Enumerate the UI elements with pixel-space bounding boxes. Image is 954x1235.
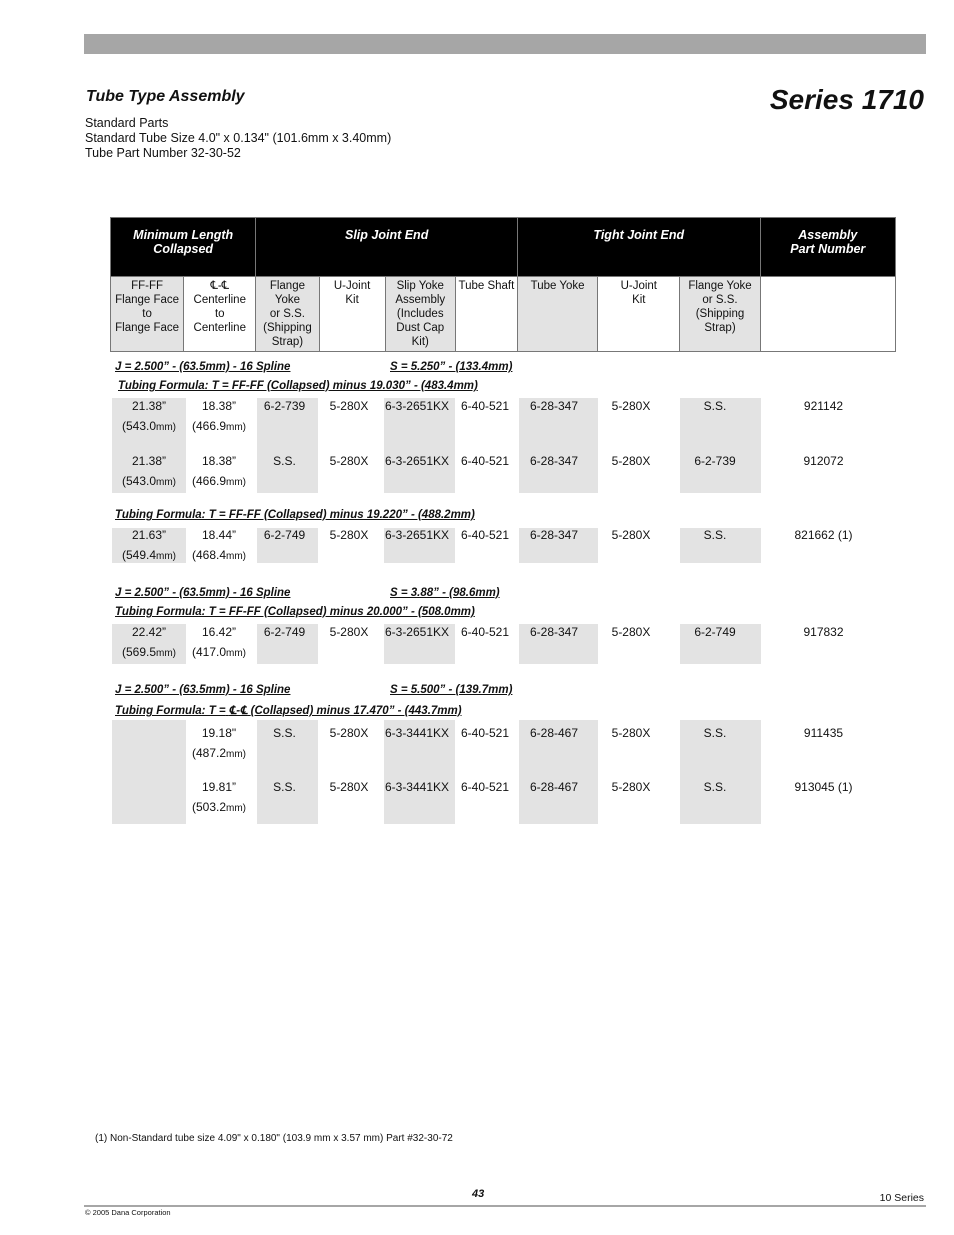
ff-ff-value: 21.38” (543.0mm) (121, 454, 177, 488)
col-flange-yoke-slip: Flange Yoke or S.S. (Shipping Strap) (256, 277, 319, 352)
flange-yoke-slip: S.S. (273, 726, 296, 740)
group-slip-joint: Slip Joint End (256, 218, 518, 277)
ff-ff-value: 21.38” (543.0mm) (121, 399, 177, 433)
series-footer: 10 Series (879, 1192, 924, 1204)
tube-yoke: 6-28-347 (529, 625, 579, 639)
assembly-part-number: 912072 (803, 454, 844, 468)
col-tube-shaft: Tube Shaft (455, 277, 517, 352)
s-spec: S = 3.88” - (98.6mm) (390, 587, 500, 599)
slip-yoke: 6-3-2651KX (384, 399, 450, 413)
col-cl-cl: ℄-℄ Centerline to Centerline (184, 277, 256, 352)
col-tube-yoke: Tube Yoke (518, 277, 598, 352)
col-ff-ff: FF-FF Flange Face to Flange Face (111, 277, 184, 352)
slip-yoke: 6-3-2651KX (384, 625, 450, 639)
assembly-part-number: 821662 (1) (794, 528, 853, 542)
footnote: (1) Non-Standard tube size 4.09" x 0.180" (103.9 mm x 3.57 mm) Part #32-30-72 (95, 1133, 453, 1144)
ff-ff-value: 21.63” (549.4mm) (121, 528, 177, 562)
col-assembly-number (760, 277, 895, 352)
top-rule (84, 34, 926, 54)
tube-yoke: 6-28-347 (529, 399, 579, 413)
info-line: Standard Tube Size 4.0" x 0.134" (101.6mm x 3.40mm) (85, 131, 392, 145)
flange-yoke-slip: S.S. (273, 780, 296, 794)
flange-yoke-slip: 6-2-749 (263, 528, 306, 542)
flange-yoke-tight: S.S. (703, 528, 727, 542)
ujoint-slip: 5-280X (329, 454, 369, 468)
copyright: © 2005 Dana Corporation (85, 1208, 171, 1217)
ujoint-slip: 5-280X (329, 399, 369, 413)
flange-yoke-tight: S.S. (703, 726, 727, 740)
col-ujoint-tight: U-Joint Kit (598, 277, 680, 352)
tubing-formula: Tubing Formula: T = FF-FF (Collapsed) minus 19.220” - (488.2mm) (115, 509, 475, 521)
tube-shaft: 6-40-521 (460, 780, 510, 794)
s-spec: S = 5.500” - (139.7mm) (390, 684, 513, 696)
group-tight-joint: Tight Joint End (518, 218, 761, 277)
flange-yoke-tight: S.S. (703, 399, 727, 413)
cl-cl-value: 18.44” (468.4mm) (191, 528, 247, 562)
cl-cl-value: 19.18" (487.2mm) (191, 726, 247, 760)
tube-shaft: 6-40-521 (460, 625, 510, 639)
ujoint-slip: 5-280X (329, 625, 369, 639)
tube-shaft: 6-40-521 (460, 454, 510, 468)
section-title: Tube Type Assembly (86, 88, 245, 105)
bottom-rule (84, 1205, 926, 1207)
spline-spec: J = 2.500” - (63.5mm) - 16 Spline (115, 684, 291, 696)
info-line: Tube Part Number 32-30-52 (85, 146, 241, 160)
tube-yoke: 6-28-347 (529, 528, 579, 542)
page-number: 43 (472, 1188, 485, 1200)
ujoint-tight: 5-280X (611, 399, 651, 413)
assembly-part-number: 911435 (803, 726, 844, 740)
s-spec: S = 5.250” - (133.4mm) (390, 361, 513, 373)
col-ujoint-slip: U-Joint Kit (319, 277, 385, 352)
ujoint-slip: 5-280X (329, 780, 369, 794)
ff-ff-value: 22.42” (569.5mm) (121, 625, 177, 659)
tubing-formula: Tubing Formula: T = FF-FF (Collapsed) minus 20.000” - (508.0mm) (115, 606, 475, 618)
ujoint-slip: 5-280X (329, 528, 369, 542)
ujoint-tight: 5-280X (611, 454, 651, 468)
tubing-formula: Tubing Formula: T = FF-FF (Collapsed) minus 19.030” - (483.4mm) (118, 380, 478, 392)
col-slip-yoke: Slip Yoke Assembly (Includes Dust Cap Kit) (385, 277, 455, 352)
col-flange-yoke-tight: Flange Yoke or S.S. (Shipping Strap) (680, 277, 760, 352)
tube-shaft: 6-40-521 (460, 726, 510, 740)
tube-shaft: 6-40-521 (460, 399, 510, 413)
cl-cl-value: 18.38” (466.9mm) (191, 454, 247, 488)
slip-yoke: 6-3-2651KX (384, 528, 450, 542)
ujoint-tight: 5-280X (611, 726, 651, 740)
flange-yoke-tight: S.S. (703, 780, 727, 794)
slip-yoke: 6-3-3441KX (384, 726, 450, 740)
assembly-part-number: 913045 (1) (794, 780, 853, 794)
assembly-part-number: 921142 (803, 399, 844, 413)
cl-cl-value: 18.38” (466.9mm) (191, 399, 247, 433)
flange-yoke-slip: 6-2-739 (263, 399, 306, 413)
info-line: Standard Parts (85, 116, 169, 130)
series-title: Series 1710 (769, 84, 924, 115)
tube-yoke: 6-28-467 (529, 726, 579, 740)
ujoint-tight: 5-280X (611, 528, 651, 542)
tube-yoke: 6-28-347 (529, 454, 579, 468)
tube-yoke: 6-28-467 (529, 780, 579, 794)
group-assembly-part: Assembly Part Number (760, 218, 895, 277)
cl-cl-value: 16.42” (417.0mm) (191, 625, 247, 659)
flange-yoke-slip: S.S. (273, 454, 296, 468)
flange-yoke-slip: 6-2-749 (263, 625, 306, 639)
spline-spec: J = 2.500” - (63.5mm) - 16 Spline (115, 587, 291, 599)
ujoint-tight: 5-280X (611, 625, 651, 639)
slip-yoke: 6-3-3441KX (384, 780, 450, 794)
group-min-length: Minimum Length Collapsed (111, 218, 256, 277)
ujoint-slip: 5-280X (329, 726, 369, 740)
cl-cl-value: 19.81” (503.2mm) (191, 780, 247, 814)
tube-shaft: 6-40-521 (460, 528, 510, 542)
ujoint-tight: 5-280X (611, 780, 651, 794)
slip-yoke: 6-3-2651KX (384, 454, 450, 468)
flange-yoke-tight: 6-2-749 (694, 625, 736, 639)
assembly-part-number: 917832 (803, 625, 844, 639)
tubing-formula: Tubing Formula: T = ℄-℄ (Collapsed) minus 17.470” - (443.7mm) (115, 705, 462, 717)
flange-yoke-tight: 6-2-739 (694, 454, 736, 468)
spline-spec: J = 2.500” - (63.5mm) - 16 Spline (115, 361, 291, 373)
parts-table-header (110, 217, 896, 352)
